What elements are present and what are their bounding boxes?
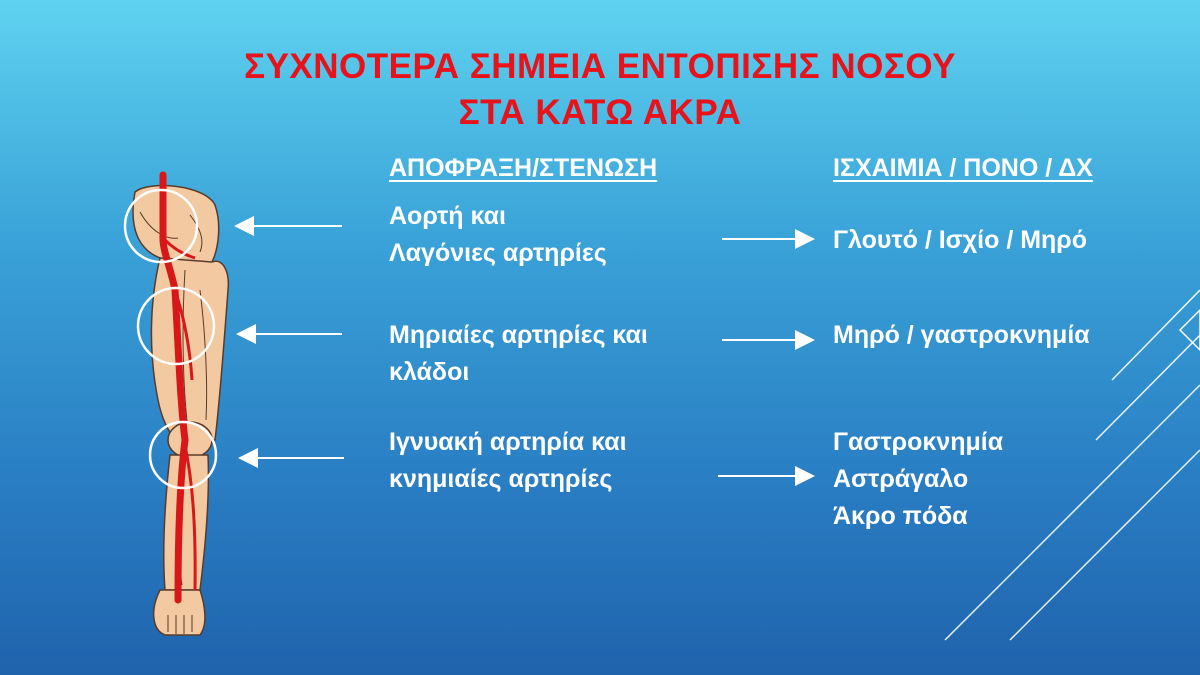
site-popliteal-line-2: κνημιαίες αρτηρίες	[389, 465, 613, 493]
header-occlusion: ΑΠΟΦΡΑΞΗ/ΣΤΕΝΩΣΗ	[389, 154, 658, 182]
header-ischemia: ΙΣΧΑΙΜΙΑ / ΠΟΝΟ / ΔΧ	[833, 154, 1093, 182]
site-femoral-line-2: κλάδοι	[389, 358, 470, 386]
site-femoral-line-1: Μηριαίες αρτηρίες και	[389, 321, 648, 349]
slide-title-line-1: ΣΥΧΝΟΤΕΡΑ ΣΗΜΕΙΑ ΕΝΤΟΠΙΣΗΣ ΝΟΣΟΥ	[244, 47, 956, 86]
symptom-row-1: Γλουτό / Ισχίο / Μηρό	[833, 226, 1088, 254]
site-aorta-line-1: Αορτή και	[389, 202, 506, 230]
slide-title-line-2: ΣΤΑ ΚΑΤΩ ΑΚΡΑ	[458, 93, 742, 132]
symptom-row-3-line-2: Αστράγαλο	[833, 465, 969, 493]
symptom-row-3-line-1: Γαστροκνημία	[833, 428, 1004, 456]
symptom-row-2: Μηρό / γαστροκνημία	[833, 321, 1090, 349]
site-popliteal-line-1: Ιγνυακή αρτηρία και	[389, 428, 627, 456]
site-aorta-line-2: Λαγόνιες αρτηρίες	[389, 239, 607, 267]
symptom-row-3-line-3: Άκρο πόδα	[833, 502, 968, 530]
